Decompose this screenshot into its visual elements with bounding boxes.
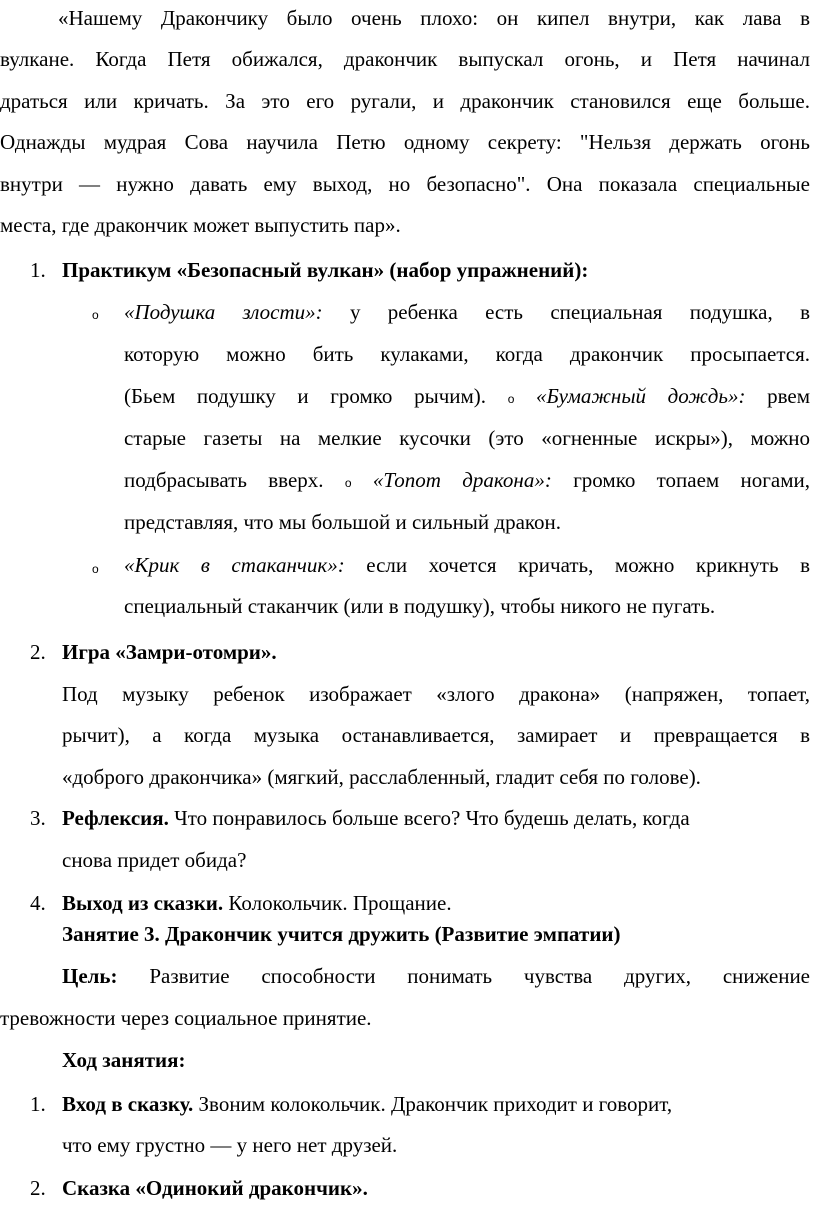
course-heading: Ход занятия:	[62, 1048, 186, 1072]
bullet-1-line-1	[124, 298, 810, 326]
bullet-4-name: «Крик в стаканчик»:	[124, 553, 345, 577]
step2-number: 2.	[30, 1176, 46, 1200]
bullet-1-name: «Подушка злости»:	[124, 300, 323, 324]
bullet-2-line-3	[124, 466, 810, 497]
bullet-2-line-2: старые газеты на мелкие кусочки (это «огненные искры»), можно	[124, 426, 810, 450]
item4-line	[62, 889, 452, 917]
goal-line-2: тревожности через социальное принятие.	[0, 1006, 372, 1030]
bullet-4-marker: o	[92, 562, 99, 576]
intro-line-5: внутри — нужно давать ему выход, но безопасно". Она показала специальные	[0, 172, 810, 196]
bullet-4-line-2: специальный стаканчик (или в подушку), чтобы никого не пугать.	[124, 594, 716, 618]
item3-number: 3.	[30, 806, 46, 830]
bullet-2-line-3-text: подбрасывать вверх.	[124, 468, 324, 492]
bullet-4-line-1	[124, 551, 810, 579]
item1-number: 1.	[30, 258, 46, 282]
item2-title: Игра «Замри-отомри».	[62, 640, 277, 664]
item2-line-1: Под музыку ребенок изображает «злого дракона» (напряжен, топает,	[62, 682, 810, 706]
step1-text: Звоним колокольчик. Дракончик приходит и говорит,	[198, 1092, 673, 1116]
intro-line-2: вулкане. Когда Петя обижался, дракончик выпускал огонь, и Петя начинал	[0, 47, 810, 71]
item1-title: Практикум «Безопасный вулкан» (набор упражнений):	[62, 258, 589, 282]
intro-line-3: драться или кричать. За это его ругали, и дракончик становился еще больше.	[0, 89, 810, 113]
bullet-1-line-2: которую можно бить кулаками, когда дракончик просыпается.	[124, 342, 810, 366]
item2-line-3: «доброго дракончика» (мягкий, расслабленный, гладит себя по голове).	[62, 765, 701, 789]
bullet-3-line-2: представляя, что мы большой и сильный дракон.	[124, 510, 562, 534]
item4-text: Колокольчик. Прощание.	[228, 891, 452, 915]
step1-line-1	[62, 1090, 672, 1118]
item2-number: 2.	[30, 640, 46, 664]
intro-line-4: Однажды мудрая Сова научила Петю одному секрету: "Нельзя держать огонь	[0, 130, 810, 154]
bullet-1-marker: o	[92, 308, 99, 322]
goal-line-1	[62, 962, 810, 990]
lesson3-heading: Занятие 3. Дракончик учится дружить (Развитие эмпатии)	[62, 922, 621, 946]
step1-line-2: что ему грустно — у него нет друзей.	[62, 1133, 398, 1157]
item4-number: 4.	[30, 891, 46, 915]
intro-line-6: места, где дракончик может выпустить пар».	[0, 213, 401, 237]
step1-number: 1.	[30, 1092, 46, 1116]
item3-line-1	[62, 804, 690, 832]
bullet-2-text: рвем	[767, 384, 811, 408]
goal-text: Развитие способности понимать чувства других, снижение	[149, 964, 811, 988]
bullet-4-text: если хочется кричать, можно крикнуть в	[366, 553, 810, 577]
item3-line-2: снова придет обида?	[62, 848, 247, 872]
bullet-1-text: у ребенка есть специальная подушка, в	[349, 300, 810, 324]
goal-label: Цель:	[62, 964, 118, 988]
bullet-3-name: «Топот дракона»:	[372, 468, 552, 492]
item4-title: Выход из сказки.	[62, 891, 224, 915]
step1-title: Вход в сказку.	[62, 1092, 194, 1116]
item2-line-2: рычит), а когда музыка останавливается, замирает и превращается в	[62, 723, 810, 747]
intro-line-1: «Нашему Дракончику было очень плохо: он кипел внутри, как лава в	[58, 6, 810, 30]
bullet-3-marker: o	[344, 476, 352, 490]
step2-title: Сказка «Одинокий дракончик».	[62, 1176, 368, 1200]
bullet-1-line-3	[124, 382, 810, 413]
bullet-1-line-3-text: (Бьем подушку и громко рычим).	[124, 384, 487, 408]
bullet-3-text: громко топаем ногами,	[573, 468, 810, 492]
item3-text: Что понравилось больше всего? Что будешь делать, когда	[174, 806, 690, 830]
bullet-2-name: «Бумажный дождь»:	[536, 384, 746, 408]
bullet-2-marker: o	[507, 392, 515, 406]
item3-title: Рефлексия.	[62, 806, 169, 830]
